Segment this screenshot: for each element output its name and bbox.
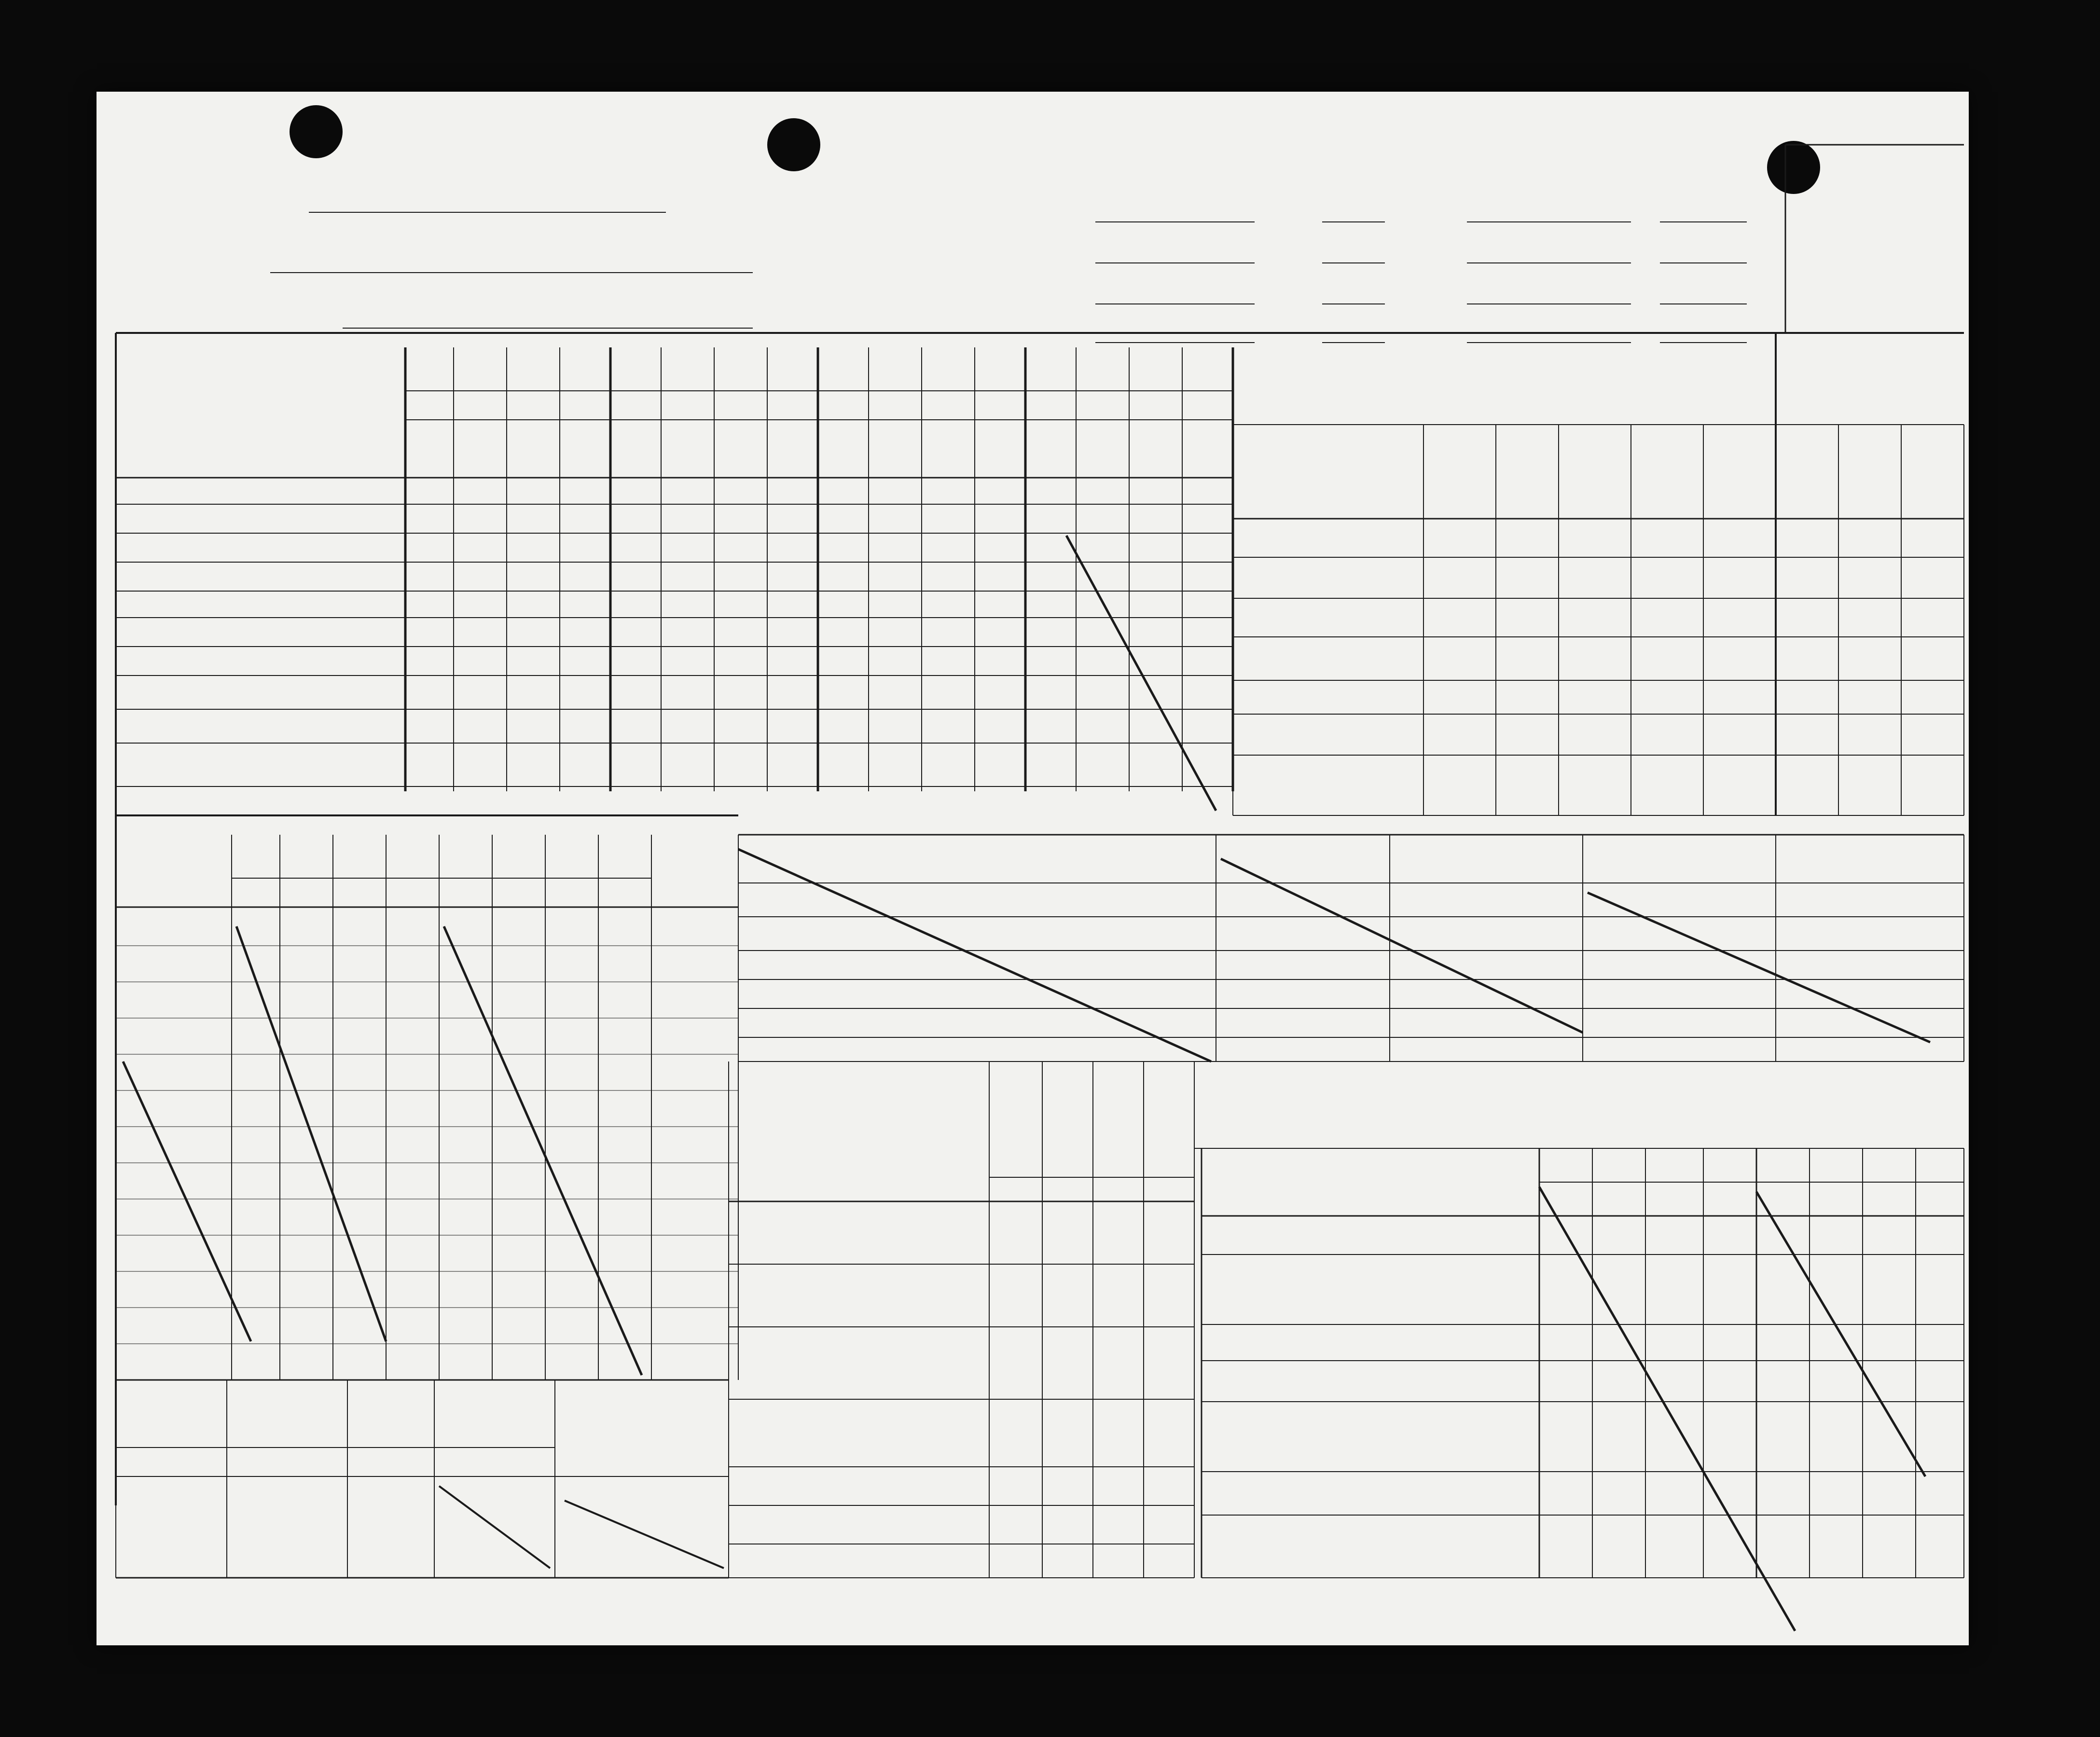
- rule-line: [1221, 859, 1583, 1033]
- rule-line: [1756, 1192, 1925, 1476]
- rule-line: [565, 1501, 724, 1568]
- rule-line: [738, 849, 1211, 1062]
- rule-line: [236, 926, 386, 1341]
- rule-line: [439, 1486, 550, 1568]
- rule-line: [1588, 893, 1930, 1042]
- rule-line: [1066, 536, 1216, 811]
